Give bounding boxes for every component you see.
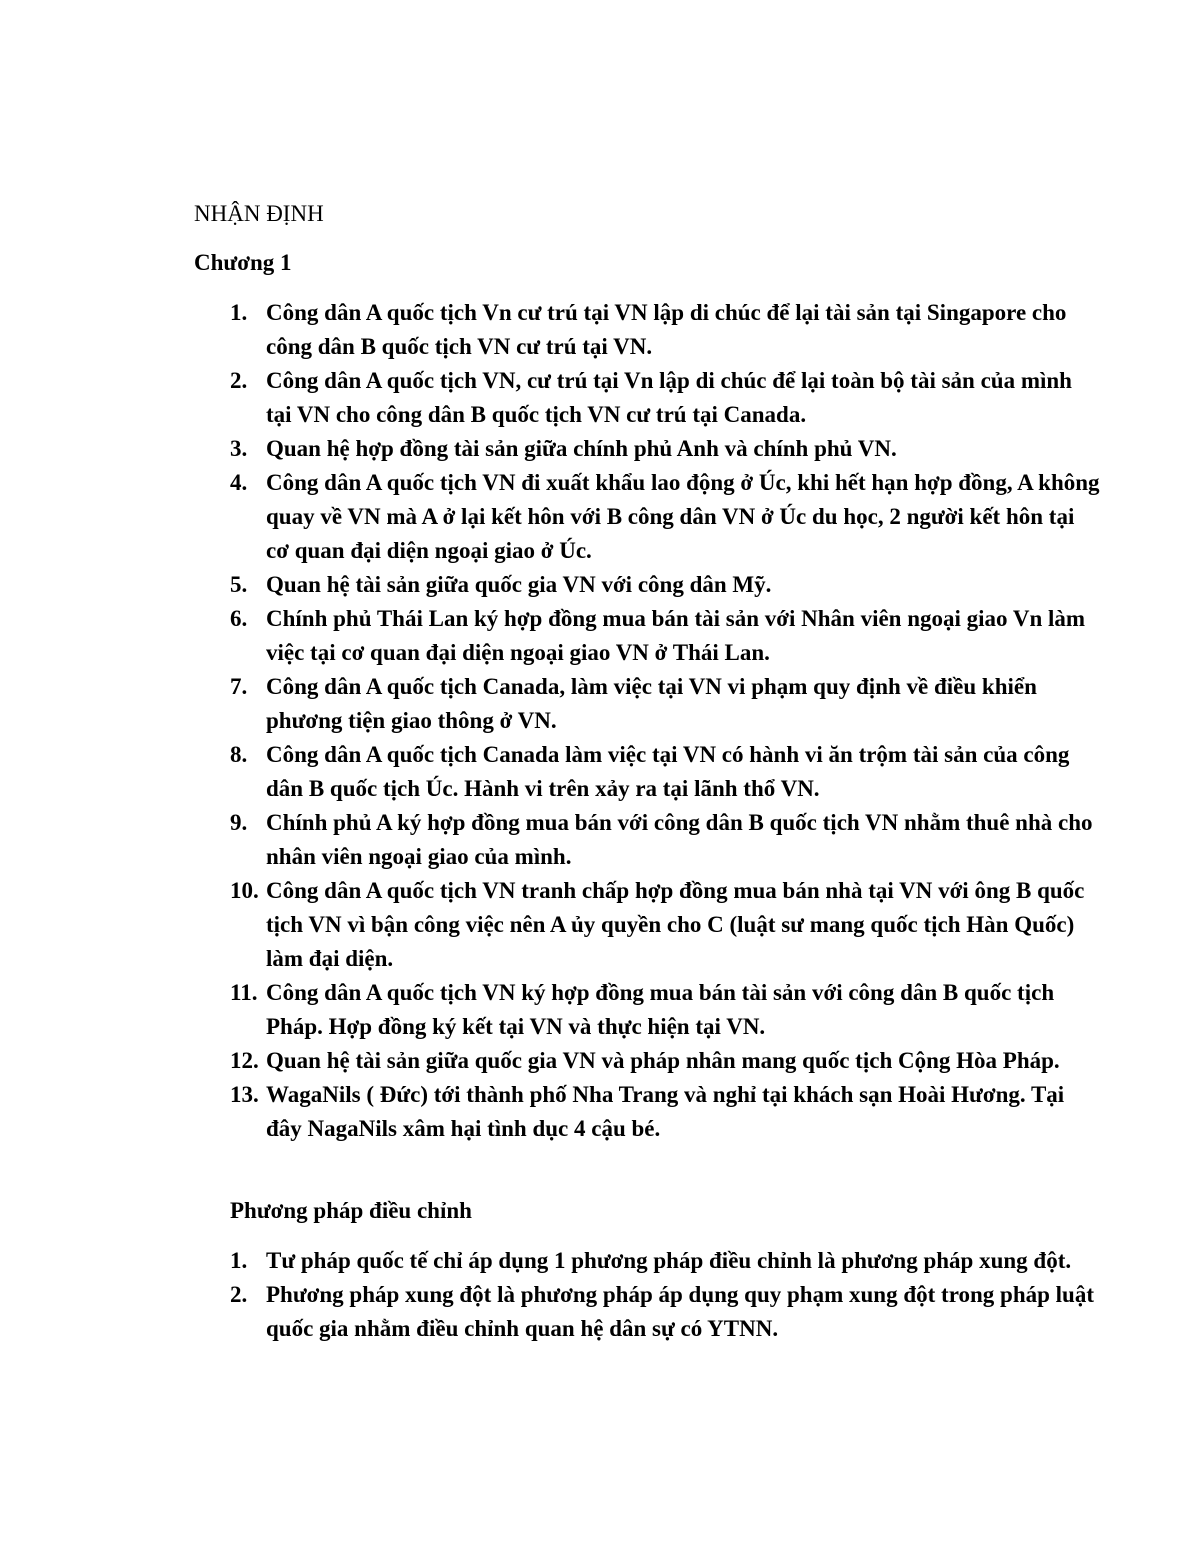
list-item [230, 1078, 1100, 1146]
item-text: Công dân A quốc tịch Canada, làm việc tại VN vi phạm quy định về điều khiển phương tiện giao thông ở VN. [266, 674, 1037, 733]
item-text: Quan hệ tài sản giữa quốc gia VN và pháp nhân mang quốc tịch Cộng Hòa Pháp. [266, 1048, 1060, 1073]
item-number: 4. [230, 470, 248, 495]
item-number: 1. [230, 1248, 248, 1273]
item-number: 7. [230, 674, 248, 699]
list-item [230, 432, 1100, 466]
item-text: Quan hệ tài sản giữa quốc gia VN với công dân Mỹ. [266, 572, 772, 597]
item-number: 8. [230, 742, 248, 767]
item-text: Phương pháp xung đột là phương pháp áp dụng quy phạm xung đột trong pháp luật quốc gia nhằm điều chỉnh quan hệ dân sự có YTNN. [266, 1282, 1094, 1341]
item-number: 12. [230, 1048, 259, 1073]
item-number: 1. [230, 300, 248, 325]
item-text: Tư pháp quốc tế chỉ áp dụng 1 phương pháp điều chỉnh là phương pháp xung đột. [266, 1248, 1072, 1273]
item-number: 2. [230, 368, 248, 393]
item-text: Quan hệ hợp đồng tài sản giữa chính phủ Anh và chính phủ VN. [266, 436, 897, 461]
item-text: Công dân A quốc tịch VN ký hợp đồng mua bán tài sản với công dân B quốc tịch Pháp. Hợp đồng ký kết tại VN và thực hiện tại VN. [266, 980, 1055, 1039]
item-number: 6. [230, 606, 248, 631]
list-item [230, 296, 1100, 364]
list-item [230, 364, 1100, 432]
item-text: Công dân A quốc tịch Canada làm việc tại VN có hành vi ăn trộm tài sản của công dân B quốc tịch Úc. Hành vi trên xảy ra tại lãnh thổ VN. [266, 742, 1070, 801]
list-item [230, 602, 1100, 670]
item-text: Chính phủ A ký hợp đồng mua bán với công dân B quốc tịch VN nhằm thuê nhà cho nhân viên ngoại giao của mình. [266, 810, 1093, 869]
item-text: Công dân A quốc tịch VN đi xuất khẩu lao động ở Úc, khi hết hạn hợp đồng, A không quay về VN mà A ở lại kết hôn với B công dân VN ở Úc du học, 2 người kết hôn tại cơ quan đại diện ngoại giao ở Úc. [266, 470, 1100, 563]
list-item [230, 874, 1100, 976]
item-text: Công dân A quốc tịch VN, cư trú tại Vn lập di chúc để lại toàn bộ tài sản của mình tại VN cho công dân B quốc tịch VN cư trú tại Canada. [266, 368, 1072, 427]
list-item [230, 976, 1100, 1044]
chapter-heading: Chương 1 [194, 250, 292, 275]
list-item [230, 1044, 1100, 1078]
item-number: 10. [230, 878, 259, 903]
chapter-statement-list [230, 296, 1100, 1146]
item-text: Chính phủ Thái Lan ký hợp đồng mua bán tài sản với Nhân viên ngoại giao Vn làm việc tại cơ quan đại diện ngoại giao VN ở Thái Lan. [266, 606, 1086, 665]
item-number: 2. [230, 1282, 248, 1307]
list-item [230, 1278, 1100, 1346]
list-item [230, 568, 1100, 602]
list-item [230, 1244, 1100, 1278]
document-title: NHẬN ĐỊNH [194, 201, 324, 226]
list-item [230, 806, 1100, 874]
method-statement-list [230, 1244, 1100, 1346]
item-number: 3. [230, 436, 248, 461]
item-text: Công dân A quốc tịch Vn cư trú tại VN lập di chúc để lại tài sản tại Singapore cho công dân B quốc tịch VN cư trú tại VN. [266, 300, 1067, 359]
item-text: Công dân A quốc tịch VN tranh chấp hợp đồng mua bán nhà tại VN với ông B quốc tịch VN vì bận công việc nên A ủy quyền cho C (luật sư mang quốc tịch Hàn Quốc) làm đại diện. [266, 878, 1085, 971]
item-text: WagaNils ( Đức) tới thành phố Nha Trang và nghỉ tại khách sạn Hoài Hương. Tại đây NagaNils xâm hại tình dục 4 cậu bé. [266, 1082, 1065, 1141]
item-number: 9. [230, 810, 248, 835]
method-heading: Phương pháp điều chỉnh [230, 1198, 472, 1223]
list-item [230, 466, 1100, 568]
item-number: 5. [230, 572, 248, 597]
item-number: 13. [230, 1082, 259, 1107]
list-item [230, 670, 1100, 738]
list-item [230, 738, 1100, 806]
item-number: 11. [230, 980, 258, 1005]
